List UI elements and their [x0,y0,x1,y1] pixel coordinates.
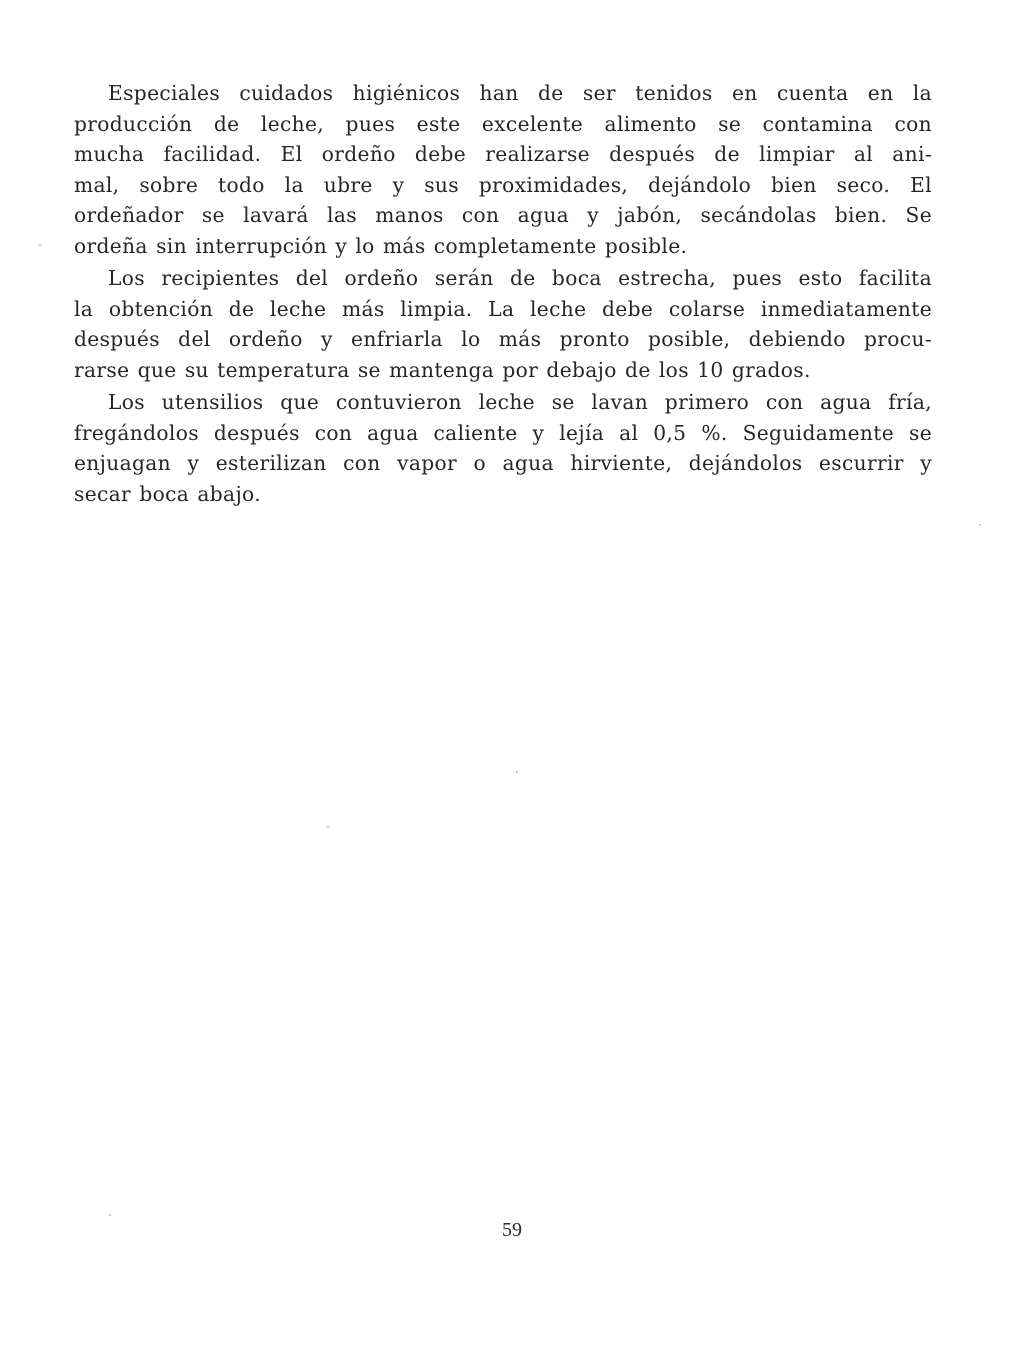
text-line: Especiales cuidados higiénicos han de ser tenidos en cuenta en la [108,81,932,105]
text-line: Los recipientes del ordeño serán de boca estrecha, pues esto facilita [108,266,932,290]
text-line: mucha facilidad. El ordeño debe realizarse después de limpiar al ani- [74,142,932,166]
paragraph-hygiene-milking [74,78,932,261]
text-line: fregándolos después con agua caliente y lejía al 0,5 %. Seguidamente se [74,420,932,445]
text-line: ordeña sin interrupción y lo más completamente posible. [74,233,688,258]
text-line: la obtención de leche más limpia. La leche debe colarse inmediatamente [74,296,932,321]
body-text [74,78,932,511]
text-line: mal, sobre todo la ubre y sus proximidades, dejándolo bien seco. El [74,172,932,197]
text-line: después del ordeño y enfriarla lo más pronto posible, debiendo procu- [74,327,932,351]
text-line: secar boca abajo. [74,481,261,506]
text-line: producción de leche, pues este excelente alimento se contamina con [74,111,932,136]
text-line: Los utensilios que contuvieron leche se lavan primero con agua fría, [108,390,932,414]
scan-speck [39,244,41,246]
page-number: 59 [502,1219,522,1241]
text-line: enjuagan y esterilizan con vapor o agua hirviente, dejándolos escurrir y [74,451,932,475]
scan-speck [979,524,981,526]
text-line: ordeñador se lavará las manos con agua y jabón, secándolas bien. Se [74,203,932,227]
paragraph-utensil-cleaning [74,387,932,509]
scan-speck [516,771,518,773]
paragraph-milking-containers [74,263,932,385]
scan-speck [327,826,329,828]
text-line: rarse que su temperatura se mantenga por debajo de los 10 grados. [74,357,811,382]
scan-speck [109,1214,111,1216]
